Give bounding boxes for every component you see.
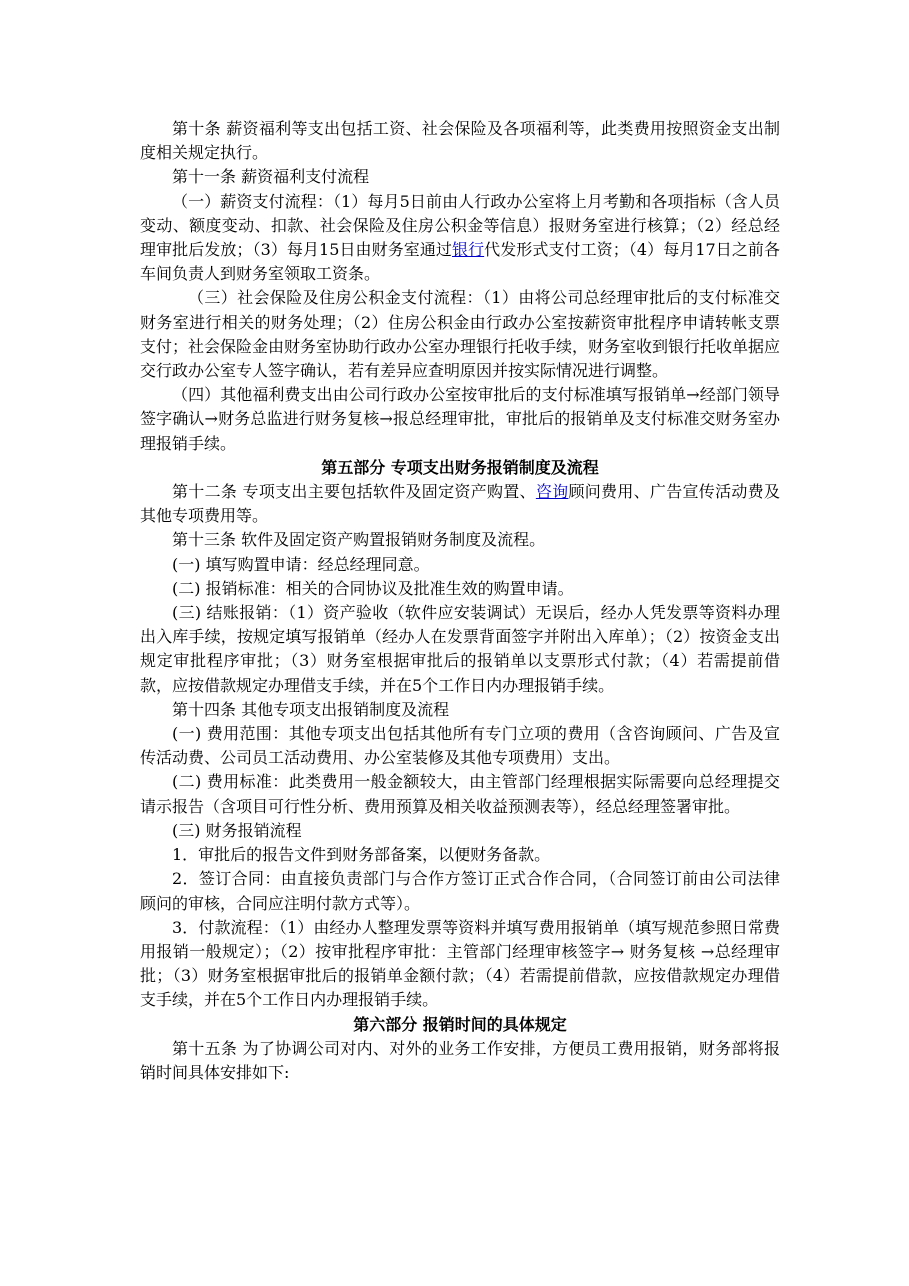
- step-2: 2．签订合同：由直接负责部门与合作方签订正式合作合同，（合同签订前由公司法律顾问的审核，合同应注明付款方式等）。: [140, 869, 780, 913]
- salary-text-a: （一）薪资支付流程：（1）每月5日前由人行政办公室将上月考勤和各项指标（含人员变动、额度变动、扣款、社会保险及住房公积金等信息）报财务室进行核算；（2）经总经理审批后发放；（3）每月15日由财务室通过: [140, 191, 780, 260]
- article-14-item-3: (三) 财务报销流程: [172, 820, 302, 840]
- article-14: 第十四条 其他专项支出报销制度及流程: [172, 699, 450, 719]
- article-13: 第十三条 软件及固定资产购置报销财务制度及流程。: [172, 530, 546, 550]
- article-10: 第十条 薪资福利等支出包括工资、社会保险及各项福利等，此类费用按照资金支出制度相关规定执行。: [140, 119, 780, 163]
- article-12-text-b: 顾问费用、广告宣传活动费及其他专项费用等。: [140, 482, 780, 526]
- section-6-heading: 第六部分 报销时间的具体规定: [353, 1014, 567, 1034]
- article-12: [140, 480, 780, 528]
- other-welfare-process: （四）其他福利费支出由公司行政办公室按审批后的支付标准填写报销单→经部门领导签字确认→财务总监进行财务复核→报总经理审批，审批后的报销单及支付标准交财务室办理报销手续。: [140, 385, 780, 453]
- section-5-heading: 第五部分 专项支出财务报销制度及流程: [321, 457, 599, 477]
- article-13-item-3: (三) 结账报销：（1）资产验收（软件应安装调试）无误后，经办人凭发票等资料办理出入库手续，按规定填写报销单（经办人在发票背面签字并附出入库单）；（2）按资金支出规定审批程序审批；（3）财务室根据审批后的报销单以支票形式付款；（4）若需提前借款，应按借款规定办理借支手续，并在5个工作日内办理报销手续。: [140, 603, 780, 695]
- article-15: 第十五条 为了协调公司对内、对外的业务工作安排，方便员工费用报销，财务部将报销时间具体安排如下:: [140, 1038, 780, 1082]
- consult-link[interactable]: 咨询: [535, 482, 569, 502]
- article-12-text-a: 第十二条 专项支出主要包括软件及固定资产购置、: [172, 482, 536, 502]
- bank-link[interactable]: 银行: [452, 240, 485, 260]
- document-body: [140, 117, 780, 1085]
- article-11-title: 第十一条 薪资福利支付流程: [172, 167, 370, 187]
- article-14-item-2: (二) 费用标准：此类费用一般金额较大，由主管部门经理根据实际需要向总经理提交请示报告（含项目可行性分析、费用预算及相关收益预测表等），经总经理签署审批。: [140, 772, 780, 816]
- step-1: 1．审批后的报告文件到财务部备案，以便财务备款。: [172, 845, 551, 865]
- social-insurance-process: （三）社会保险及住房公积金支付流程：（1）由将公司总经理审批后的支付标准交财务室进行相关的财务处理；（2）住房公积金由行政办公室按薪资审批程序申请转帐支票支付；社会保险金由财务室协助行政办公室办理银行托收手续，财务室收到银行托收单据应交行政办公室专人签字确认，若有差异应查明原因并按实际情况进行调整。: [140, 288, 781, 381]
- salary-text-b: 代发形式支付工资；（4）每月17日之前各车间负责人到财务室领取工资条。: [140, 240, 780, 284]
- article-14-item-1: (一) 费用范围：其他专项支出包括其他所有专门立项的费用（含咨询顾问、广告及宣传活动费、公司员工活动费用、办公室装修及其他专项费用）支出。: [140, 724, 780, 768]
- article-13-item-1: (一) 填写购置申请：经总经理同意。: [172, 554, 430, 574]
- salary-payment-process: [140, 190, 780, 287]
- article-13-item-2: (二) 报销标准：相关的合同协议及批准生效的购置申请。: [172, 578, 574, 598]
- step-3: 3．付款流程：（1）由经办人整理发票等资料并填写费用报销单（填写规范参照日常费用报销一般规定）；（2）按审批程序审批：主管部门经理审核签字→ 财务复核 →总经理审批；（3）财务室根据审批后的报销单金额付款；（4）若需提前借款，应按借款规定办理借支手续，并在5个工作日内办理报销手续。: [140, 917, 780, 1010]
